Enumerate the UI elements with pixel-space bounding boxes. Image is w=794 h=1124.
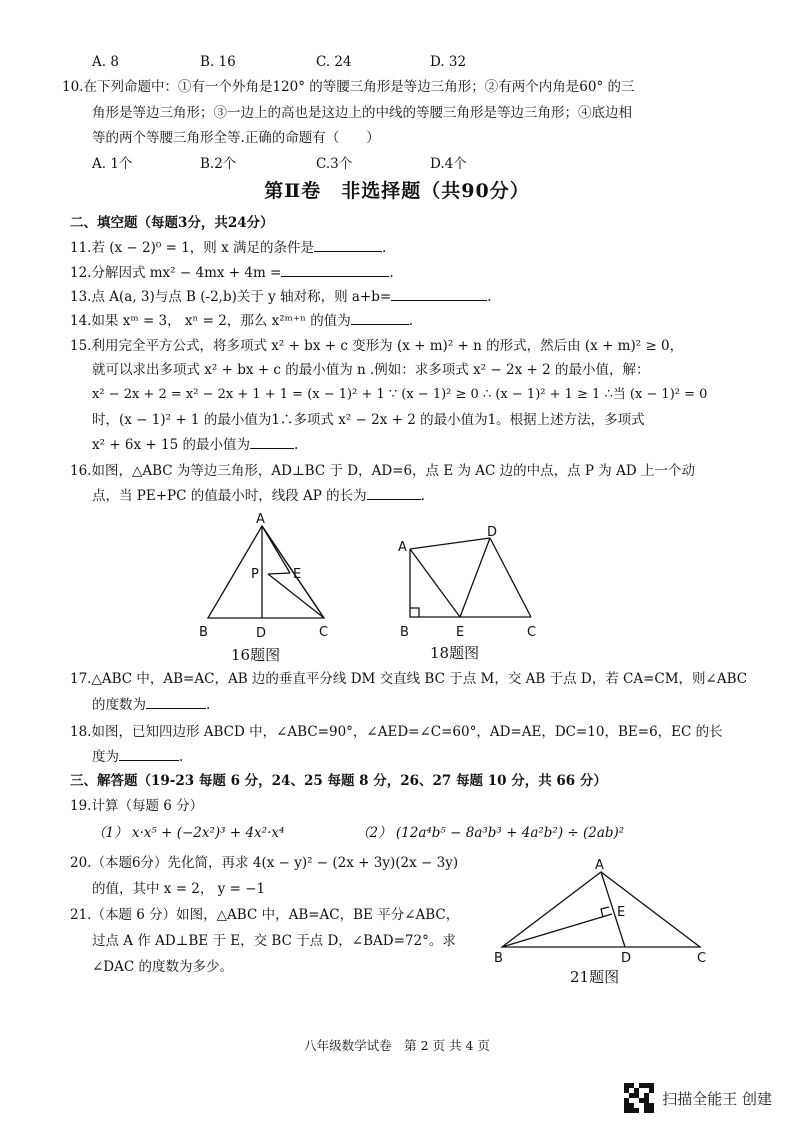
fig21-label-b: B [494, 951, 503, 966]
q17-line2 [92, 694, 210, 716]
fig18-label-c: C [527, 625, 537, 640]
q16-line2-text: 点，当 PE+PC 的值最小时，线段 AP 的长为 [92, 488, 367, 504]
q15-line5 [92, 434, 298, 456]
q9-option-b: B. 16 [200, 54, 236, 70]
q14-answer-blank[interactable] [351, 310, 409, 325]
fig18-label-e: E [456, 625, 465, 640]
q10-option-d: D.4个 [430, 156, 467, 172]
q12-end: . [389, 265, 394, 281]
q15-answer-blank[interactable] [250, 434, 294, 449]
q9-option-c: C. 24 [316, 54, 352, 70]
q15-line3: x² − 2x + 2 = x² − 2x + 1 + 1 = (x − 1)² + 1 ∵ (x − 1)² ≥ 0 ∴ (x − 1)² + 1 ≥ 1 ∴当 (x − 1)² = 0 [92, 387, 708, 402]
section2-heading: 二、填空题（每题3分，共24分） [70, 215, 274, 231]
fig18-label-b: B [400, 625, 409, 640]
q13-text: 13.点 A(a, 3)与点 B (-2,b)关于 y 轴对称，则 a+b= [70, 289, 392, 305]
fig16-caption: 16题图 [231, 646, 281, 664]
q19-part1: （1） x·x⁵ + (−2x²)³ + 4x²·x⁴ [92, 825, 285, 841]
q13 [70, 286, 492, 308]
fig21-line-be [502, 914, 612, 947]
q10-line2: 角形是等边三角形；③一边上的高也是这边上的中线的等腰三角形是等边三角形；④底边相 [92, 105, 632, 121]
fig21-label-a: A [595, 858, 604, 873]
q9-option-a: A. 8 [92, 54, 119, 70]
q17-answer-blank[interactable] [146, 694, 206, 709]
q10-option-b: B.2个 [200, 156, 237, 172]
fig18-line-ad [410, 538, 490, 549]
q10-line3: 等的两个等腰三角形全等.正确的命题有（ ） [92, 130, 380, 146]
fig18-right-angle-mark [410, 608, 419, 617]
q15-line2: 就可以求出多项式 x² + bx + c 的最小值为 n .例如：求多项式 x² − 2x + 2 的最小值，解： [92, 362, 650, 378]
q15-end: . [294, 437, 299, 453]
q11-answer-blank[interactable] [314, 237, 382, 252]
q20-line2: 的值，其中 x = 2， y = −1 [92, 881, 266, 897]
q18-line2-text: 度为 [92, 749, 119, 765]
q18-line2 [92, 746, 183, 768]
q10-line1: 10.在下列命题中：①有一个外角是120° 的等腰三角形是等边三角形；②有两个内角是60° 的三 [62, 79, 635, 95]
fig16-label-a: A [256, 512, 265, 527]
q21-line3: ∠DAC 的度数为多少。 [92, 959, 234, 975]
fig18-line-ed [460, 538, 490, 617]
q17-line2-text: 的度数为 [92, 697, 146, 713]
q12 [70, 262, 394, 284]
q15-line1: 15.利用完全平方公式，将多项式 x² + bx + c 变形为 (x + m)² + n 的形式，然后由 (x + m)² ≥ 0， [70, 338, 684, 354]
q17-line1: 17.△ABC 中，AB=AC，AB 边的垂直平分线 DM 交直线 BC 于点 M，交 AB 于点 D，若 CA=CM，则∠ABC [70, 671, 748, 687]
q17-end: . [206, 697, 211, 713]
q14-text: 14.如果 xᵐ = 3， xⁿ = 2，那么 x²ᵐ⁺ⁿ 的值为 [70, 313, 351, 329]
fig21-label-c: C [697, 951, 707, 966]
q10-option-a: A. 1个 [92, 156, 133, 172]
q13-answer-blank[interactable] [391, 286, 487, 301]
figure-18 [394, 524, 550, 644]
q11-text: 11.若 (x − 2)⁰ = 1，则 x 满足的条件是 [70, 240, 314, 256]
q14 [70, 310, 413, 332]
part2-title: 第Ⅱ卷 非选择题（共90分） [264, 180, 530, 202]
fig16-label-c: C [319, 625, 329, 640]
fig21-label-d: D [621, 951, 632, 966]
q11 [70, 237, 386, 259]
q20-line1: 20.（本题6分）先化简，再求 4(x − y)² − (2x + 3y)(2x − 3y) [70, 855, 459, 871]
q19-title: 19.计算（每题 6 分） [70, 798, 204, 814]
q14-end: . [408, 313, 414, 329]
watermark-text: 扫描全能王 创建 [662, 1089, 772, 1108]
fig18-line-dc [490, 538, 531, 617]
q21-line2: 过点 A 作 AD⊥BE 于 E，交 BC 于点 D，∠BAD=72°。求 [92, 933, 456, 949]
q13-end: . [487, 289, 492, 305]
fig16-line-pe [268, 573, 290, 574]
qr-code-icon [624, 1083, 654, 1113]
q21-line1: 21.（本题 6 分）如图，△ABC 中，AB=AC，BE 平分∠ABC， [70, 907, 460, 923]
q9-option-d: D. 32 [430, 54, 467, 70]
fig16-label-p: P [251, 567, 259, 582]
q18-line1: 18.如图，已知四边形 ABCD 中，∠ABC=90°，∠AED=∠C=60°，AD=AE，DC=10，BE=6，EC 的长 [70, 724, 723, 740]
q15-line4: 时，(x − 1)² + 1 的最小值为1∴多项式 x² − 2x + 2 的最小值为1。根据上述方法，多项式 [92, 412, 645, 428]
fig21-caption: 21题图 [570, 968, 620, 986]
fig16-label-d: D [256, 626, 267, 641]
q19-part2: （2） (12a⁴b⁵ − 8a³b³ + 4a²b²) ÷ (2ab)² [356, 825, 625, 841]
scanner-watermark [624, 1083, 772, 1113]
q12-text: 12.分解因式 mx² − 4mx + 4m = [70, 265, 282, 281]
fig16-label-b: B [199, 625, 208, 640]
q16-answer-blank[interactable] [367, 485, 421, 500]
q18-answer-blank[interactable] [119, 746, 179, 761]
fig18-line-ae [410, 549, 460, 617]
fig18-caption: 18题图 [430, 644, 480, 662]
q16-end: . [420, 488, 425, 504]
fig18-label-d: D [487, 525, 498, 540]
q16-line1: 16.如图，△ABC 为等边三角形，AD⊥BC 于 D，AD=6，点 E 为 AC 边的中点，点 P 为 AD 上一个动 [70, 463, 695, 479]
q11-end: . [381, 240, 387, 256]
page-footer: 八年级数学试卷 第 2 页 共 4 页 [304, 1038, 490, 1053]
q15-line5-text: x² + 6x + 15 的最小值为 [92, 437, 250, 453]
fig16-label-e: E [293, 567, 302, 582]
section3-heading: 三、解答题（19-23 每题 6 分，24、25 每题 8 分，26、27 每题 10 分，共 66 分） [70, 773, 607, 789]
fig18-label-a: A [398, 540, 407, 555]
q10-option-c: C.3个 [316, 156, 353, 172]
q18-end: . [179, 749, 184, 765]
fig21-label-e: E [617, 905, 626, 920]
figure-16 [196, 512, 346, 647]
q16-line2 [92, 485, 425, 507]
q12-answer-blank[interactable] [281, 262, 389, 277]
